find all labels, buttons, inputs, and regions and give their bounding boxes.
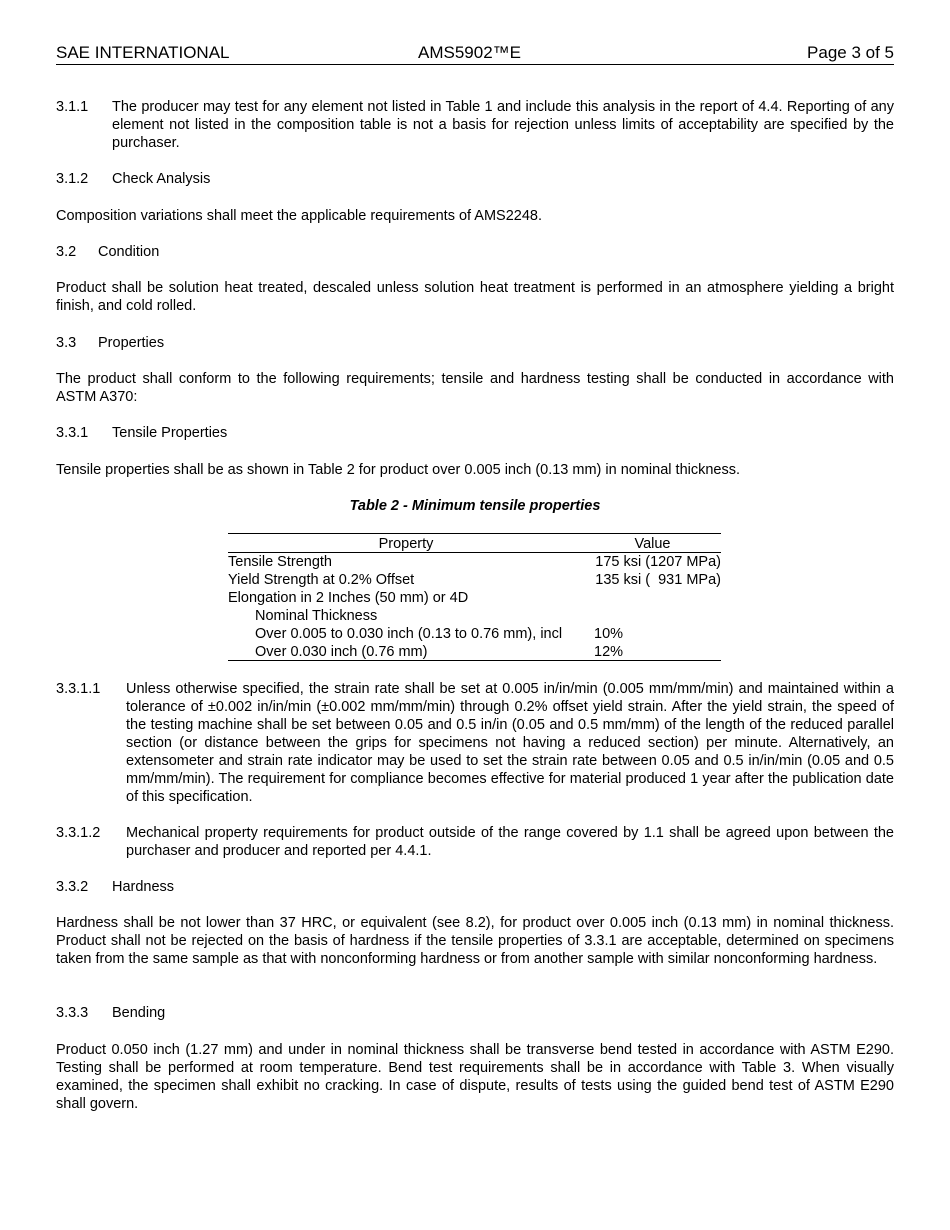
table-cell-property: Nominal Thickness	[255, 608, 378, 624]
section-text: The producer may test for any element not listed in Table 1 and include this analysis in the report of 4.4. Reporting of any element not listed in the composition table is not a basis for rejection unless limits of acceptability are specified by the purchaser.	[112, 99, 894, 151]
section-number: 3.3.1.1	[56, 681, 101, 697]
table-cell-property: Over 0.030 inch (0.76 mm)	[255, 644, 428, 660]
hardness-paragraph: Hardness shall be not lower than 37 HRC, or equivalent (see 8.2), for product over 0.005 inch (0.13 mm) in nominal thickness. Product shall not be rejected on the basis of hardness if the tensile properties of 3.3.1 are acceptable, determined on specimens taken from the same sample as that with nonconforming hardness or from another sample with similar nonconforming hardness.	[56, 915, 894, 967]
section-title: Tensile Properties	[112, 425, 228, 441]
section-3-3-3-heading	[56, 1004, 894, 1022]
section-3-3-1-2	[56, 824, 894, 860]
table-cell-value: 135 ksi ( 931 MPa)	[595, 572, 721, 588]
table-header-property: Property	[378, 536, 434, 552]
check-analysis-paragraph: Composition variations shall meet the applicable requirements of AMS2248.	[56, 208, 543, 224]
header-page-number: Page 3 of 5	[807, 43, 894, 62]
section-number: 3.3.2	[56, 879, 89, 895]
section-number: 3.3.3	[56, 1005, 89, 1021]
table-row	[228, 589, 721, 607]
table-cell-property: Elongation in 2 Inches (50 mm) or 4D	[228, 590, 469, 606]
table-caption: Table 2 - Minimum tensile properties	[349, 498, 601, 514]
table-top-rule	[228, 533, 721, 534]
section-number: 3.3.1	[56, 425, 89, 441]
table-row	[228, 607, 721, 625]
table-cell-property: Over 0.005 to 0.030 inch (0.13 to 0.76 mm), incl	[255, 626, 563, 642]
section-text: Unless otherwise specified, the strain rate shall be set at 0.005 in/in/min (0.005 mm/mm/min) and maintained within a tolerance of ±0.002 in/in/min (±0.002 mm/mm/min) through 0.2% offset yield strain. After the yield strain, the speed of the testing machine shall be set between 0.05 and 0.5 in/in (0.05 and 0.5 mm/mm) of the length of the reduced parallel section (or distance between the grips for specimens not having a reduced section) per minute. Alternatively, an extensometer and strain rate indicator may be used to set the strain rate between 0.05 and 0.5 in/in/min (0.05 and 0.5 mm/mm/min). The requirement for compliance becomes effective for material produced 1 year after the publication date of this specification.	[126, 681, 894, 805]
section-3-2-heading	[56, 243, 894, 261]
section-3-3-1-heading	[56, 424, 894, 442]
section-title: Check Analysis	[112, 171, 211, 187]
section-number: 3.1.1	[56, 99, 89, 115]
section-number: 3.3	[56, 335, 77, 351]
section-title: Bending	[112, 1005, 166, 1021]
bending-paragraph: Product 0.050 inch (1.27 mm) and under in nominal thickness shall be transverse bend tested in accordance with ASTM E290. Testing shall be performed at room temperature. Bend test requirements shall be in accordance with Table 3. When visually examined, the specimen shall exhibit no cracking. In case of dispute, results of tests using the guided bend test of ASTM E290 shall govern.	[56, 1042, 894, 1112]
table-row	[228, 553, 721, 571]
section-text: Mechanical property requirements for product outside of the range covered by 1.1 shall be agreed upon between the purchaser and producer and reported per 4.4.1.	[126, 825, 894, 859]
header-org: SAE INTERNATIONAL	[56, 43, 230, 62]
table-cell-value: 10%	[594, 626, 624, 642]
section-3-1-1	[56, 98, 894, 152]
section-title: Properties	[98, 335, 165, 351]
table-cell-property: Yield Strength at 0.2% Offset	[228, 572, 415, 588]
section-title: Condition	[98, 244, 160, 260]
table-cell-value: 175 ksi (1207 MPa)	[595, 554, 721, 570]
table-row	[228, 571, 721, 589]
header-doc-id: AMS5902™E	[418, 43, 521, 62]
section-3-1-2-heading	[56, 170, 894, 188]
table-cell-value: 12%	[594, 644, 624, 660]
tensile-paragraph: Tensile properties shall be as shown in Table 2 for product over 0.005 inch (0.13 mm) in nominal thickness.	[56, 462, 741, 478]
section-title: Hardness	[112, 879, 175, 895]
table-bottom-rule	[228, 660, 721, 661]
section-3-3-2-heading	[56, 878, 894, 896]
table-cell-property: Tensile Strength	[228, 554, 332, 570]
table-row	[228, 643, 721, 661]
page-header	[56, 43, 894, 65]
condition-paragraph: Product shall be solution heat treated, descaled unless solution heat treatment is performed in an atmosphere yielding a bright finish, and cold rolled.	[56, 280, 894, 314]
section-number: 3.2	[56, 244, 77, 260]
table-header-value: Value	[634, 536, 671, 552]
section-3-3-1-1	[56, 680, 894, 806]
section-3-3-heading	[56, 334, 894, 352]
section-number: 3.3.1.2	[56, 825, 101, 841]
table-row	[228, 625, 721, 643]
properties-paragraph: The product shall conform to the following requirements; tensile and hardness testing shall be conducted in accordance with ASTM A370:	[56, 371, 894, 405]
section-number: 3.1.2	[56, 171, 89, 187]
